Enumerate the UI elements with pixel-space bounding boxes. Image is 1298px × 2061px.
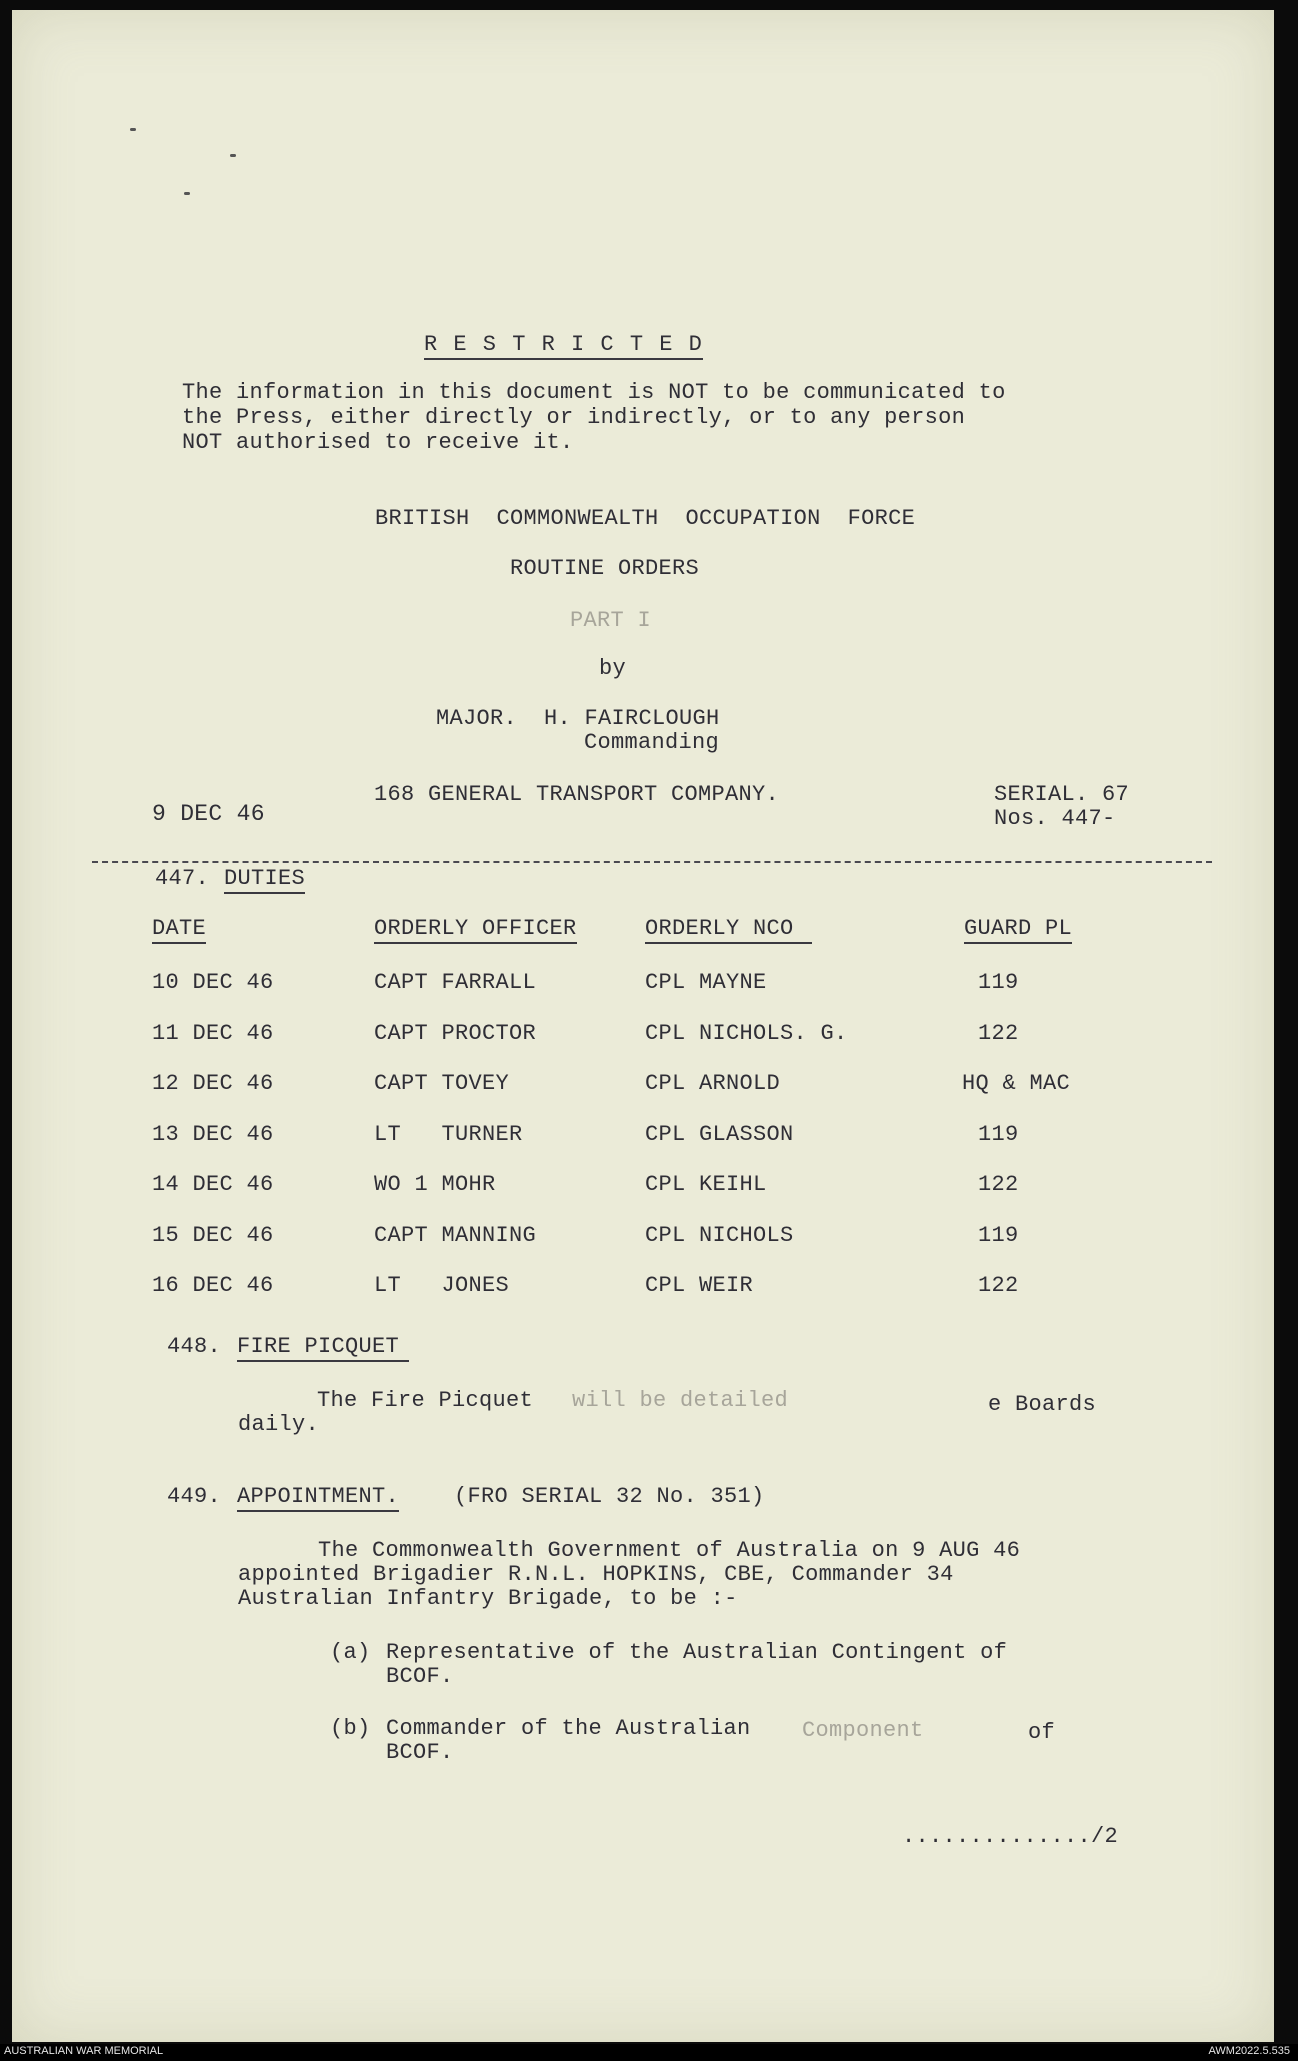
- item-a-line-2: BCOF.: [386, 1664, 454, 1689]
- fire-picquet-number: 448.: [167, 1334, 222, 1359]
- row-officer: CAPT PROCTOR: [374, 1020, 537, 1046]
- footer-institution: AUSTRALIAN WAR MEMORIAL: [4, 2045, 164, 2057]
- fire-picquet-text-start: The Fire Picquet: [317, 1388, 534, 1413]
- appointment-number: 449.: [167, 1484, 222, 1509]
- appointment-para-line-2: appointed Brigadier R.N.L. HOPKINS, CBE, Commander 34: [238, 1562, 954, 1587]
- item-b-line-1: Commander of the Australian: [386, 1716, 751, 1741]
- item-a-line-1: Representative of the Australian Contingent of: [386, 1640, 1008, 1665]
- row-nco: CPL MAYNE: [645, 970, 767, 995]
- row-guard: 122: [978, 1273, 1019, 1298]
- serial-number: SERIAL. 67: [994, 782, 1130, 807]
- row-officer: CAPT MANNING: [374, 1222, 537, 1248]
- paper-mark: [130, 128, 136, 131]
- notice-line-1: The information in this document is NOT to be communicated to: [182, 380, 1006, 405]
- document-page: [12, 10, 1274, 2042]
- paper-mark: [230, 154, 236, 157]
- column-header-officer: ORDERLY OFFICER: [374, 916, 577, 944]
- footer-reference: AWM2022.5.535: [1208, 2045, 1290, 2057]
- fire-picquet-text-line-2: daily.: [238, 1412, 320, 1437]
- fire-picquet-heading: FIRE PICQUET: [237, 1334, 409, 1362]
- archive-footer: [0, 2044, 1298, 2061]
- row-nco: CPL KEIHL: [645, 1172, 767, 1197]
- paper-mark: [184, 192, 190, 195]
- row-date: 14 DEC 46: [152, 1172, 274, 1197]
- by-label: by: [599, 656, 627, 681]
- row-guard: 119: [978, 1121, 1019, 1147]
- row-date: 13 DEC 46: [152, 1121, 274, 1147]
- row-date: 12 DEC 46: [152, 1071, 274, 1096]
- row-nco: CPL NICHOLS: [645, 1222, 794, 1248]
- order-numbers: Nos. 447-: [994, 806, 1116, 831]
- routine-orders-title: ROUTINE ORDERS: [510, 556, 700, 581]
- appointment-heading: APPOINTMENT.: [237, 1484, 399, 1512]
- row-nco: CPL ARNOLD: [645, 1071, 781, 1096]
- row-guard: 122: [978, 1020, 1019, 1046]
- row-guard: 119: [978, 1222, 1019, 1248]
- appointment-reference: (FRO SERIAL 32 No. 351): [454, 1484, 765, 1509]
- appointment-para-line-3: Australian Infantry Brigade, to be :-: [238, 1586, 738, 1611]
- row-guard: HQ & MAC: [962, 1071, 1071, 1096]
- column-header-nco: ORDERLY NCO: [645, 916, 812, 944]
- section-divider: [92, 861, 1212, 863]
- row-date: 10 DEC 46: [152, 970, 274, 995]
- row-officer: CAPT TOVEY: [374, 1071, 510, 1096]
- row-nco: CPL NICHOLS. G.: [645, 1020, 848, 1046]
- row-officer: CAPT FARRALL: [374, 970, 537, 995]
- officer-name: MAJOR. H. FAIRCLOUGH: [436, 706, 720, 731]
- row-officer: LT JONES: [374, 1273, 510, 1298]
- duties-heading: DUTIES: [224, 866, 305, 894]
- notice-line-3: NOT authorised to receive it.: [182, 430, 574, 455]
- item-b-label: (b): [330, 1716, 371, 1741]
- item-a-label: (a): [330, 1640, 371, 1665]
- fire-picquet-text-faint: will be detailed: [572, 1388, 789, 1413]
- row-officer: LT TURNER: [374, 1121, 523, 1147]
- row-date: 16 DEC 46: [152, 1273, 274, 1298]
- continuation-marker: ............../2: [902, 1824, 1119, 1849]
- column-header-guard: GUARD PL: [964, 916, 1072, 944]
- appointment-para-line-1: The Commonwealth Government of Australia on 9 AUG 46: [318, 1538, 1021, 1563]
- fire-picquet-text-end: e Boards: [988, 1392, 1097, 1417]
- row-guard: 119: [978, 970, 1019, 995]
- row-date: 11 DEC 46: [152, 1020, 274, 1046]
- unit-name: 168 GENERAL TRANSPORT COMPANY.: [374, 782, 780, 807]
- item-b-faint: Component: [802, 1718, 924, 1743]
- part-label: PART I: [570, 608, 652, 633]
- item-b-end: of: [1028, 1720, 1056, 1745]
- item-b-line-2: BCOF.: [386, 1740, 454, 1765]
- row-date: 15 DEC 46: [152, 1222, 274, 1248]
- officer-role: Commanding: [584, 730, 720, 755]
- order-date: 9 DEC 46: [152, 801, 265, 827]
- row-guard: 122: [978, 1172, 1019, 1197]
- row-officer: WO 1 MOHR: [374, 1172, 496, 1197]
- duties-number: 447.: [155, 866, 210, 891]
- column-header-date: DATE: [152, 916, 206, 944]
- notice-line-2: the Press, either directly or indirectly, or to any person: [182, 405, 966, 430]
- org-name: BRITISH COMMONWEALTH OCCUPATION FORCE: [375, 506, 916, 531]
- restricted-heading: R E S T R I C T E D: [424, 332, 703, 360]
- row-nco: CPL GLASSON: [645, 1121, 794, 1147]
- row-nco: CPL WEIR: [645, 1273, 754, 1298]
